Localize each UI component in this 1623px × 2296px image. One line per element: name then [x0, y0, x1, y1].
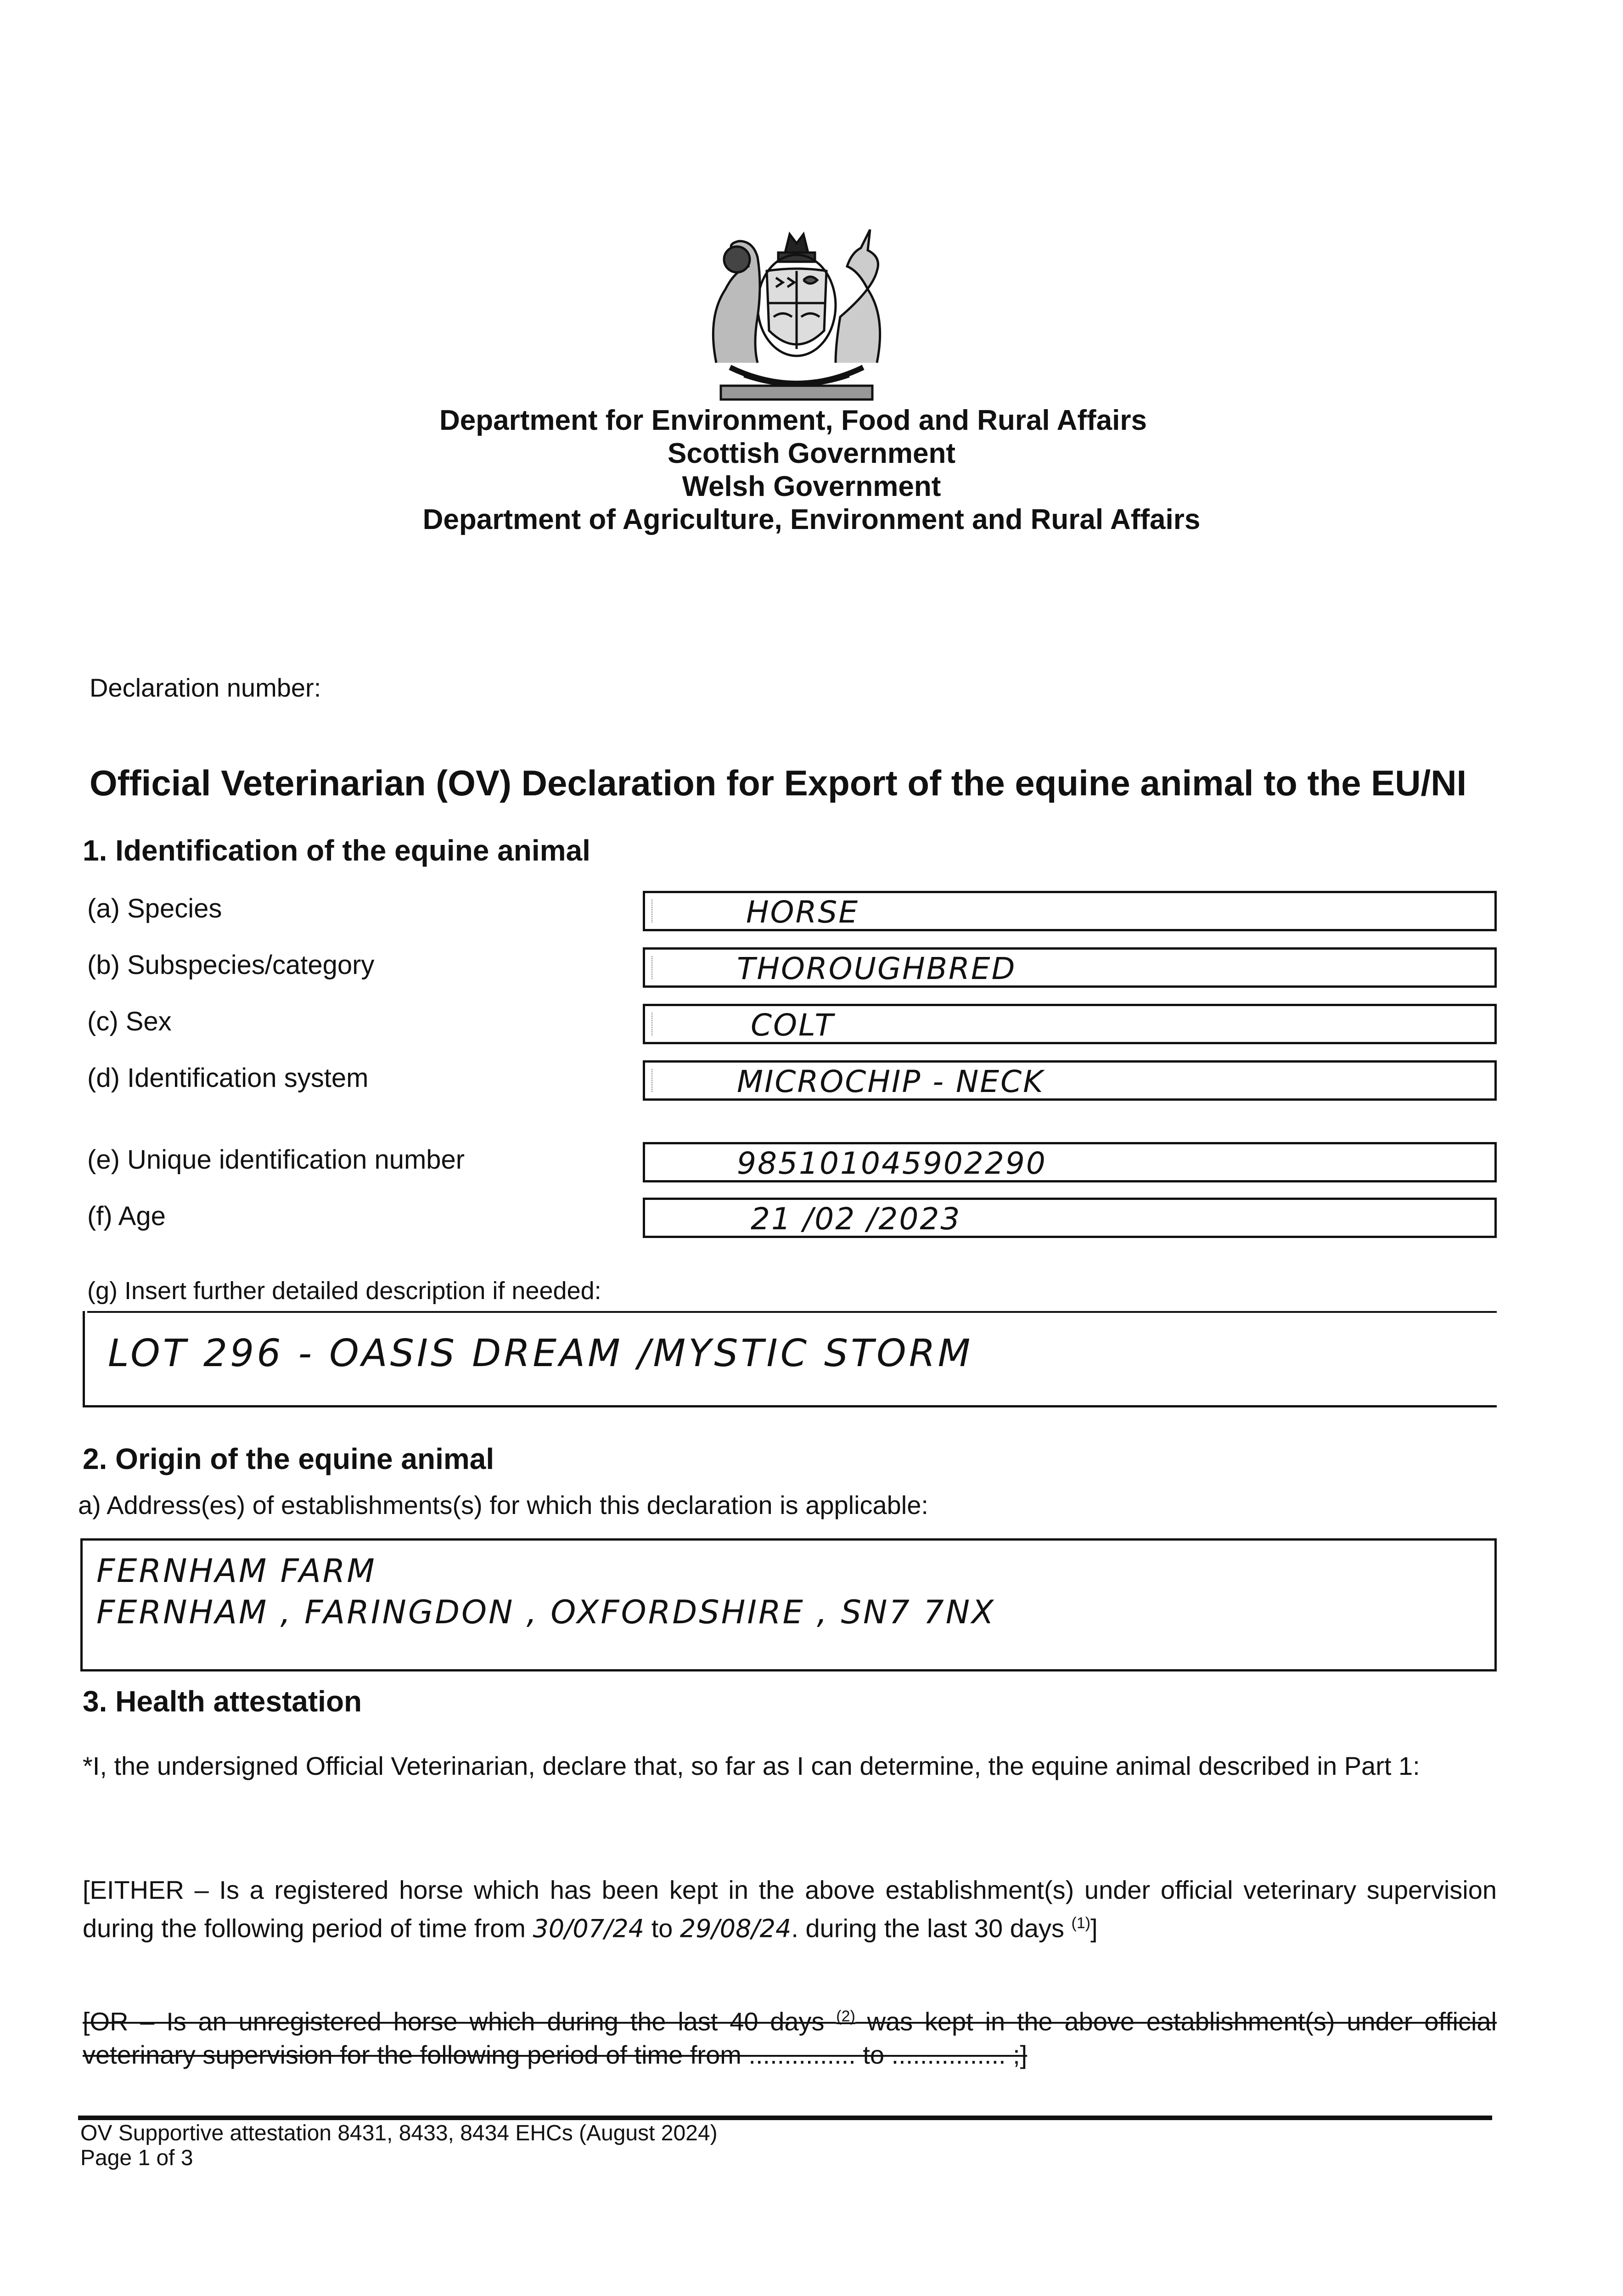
declaration-number-label: Declaration number: — [90, 673, 321, 702]
address-line: FERNHAM , FARINGDON , OXFORDSHIRE , SN7 7NX — [96, 1593, 996, 1631]
department-name: Department for Environment, Food and Rural Affairs — [439, 405, 1147, 436]
further-description-value: LOT 296 - OASIS DREAM /MYSTIC STORM — [108, 1332, 973, 1375]
section-2-heading: 2. Origin of the equine animal — [83, 1442, 494, 1475]
either-bracket: ] — [1090, 1913, 1098, 1943]
or-text-end: was kept in the above establishment(s) under official veterinary supervision for the following period of time from ............... to ................ ;] — [83, 2007, 1497, 2069]
subspecies-value: THOROUGHBRED — [737, 951, 1016, 986]
period-from-value: 30/07/24 — [533, 1914, 645, 1943]
page-number: Page 1 of 3 — [80, 2146, 193, 2170]
department-name: Scottish Government — [668, 438, 955, 469]
species-value: HORSE — [746, 895, 859, 930]
either-clause — [83, 1874, 1497, 1946]
section-1-heading: 1. Identification of the equine animal — [83, 834, 590, 867]
unique-id-label: (e) Unique identification number — [87, 1145, 465, 1175]
species-label: (a) Species — [87, 894, 222, 923]
footer-reference: OV Supportive attestation 8431, 8433, 8434 EHCs (August 2024) — [80, 2121, 718, 2145]
footnote-ref: (1) — [1071, 1914, 1091, 1932]
footer-divider — [78, 2116, 1492, 2120]
or-text: [OR – Is an unregistered horse which during the last 40 days — [83, 2007, 837, 2036]
either-text-end: . during the last 30 days — [791, 1913, 1072, 1943]
species-field[interactable] — [643, 891, 1497, 931]
age-value: 21 /02 /2023 — [751, 1201, 961, 1237]
identification-system-field[interactable] — [643, 1060, 1497, 1101]
age-label: (f) Age — [87, 1201, 166, 1231]
department-list — [0, 404, 1623, 536]
health-attestation-intro: *I, the undersigned Official Veterinarian, declare that, so far as I can determine, the equine animal described in Part 1: — [83, 1751, 1420, 1780]
address-line: FERNHAM FARM — [96, 1552, 376, 1590]
age-field[interactable] — [643, 1198, 1497, 1238]
address-label: a) Address(es) of establishments(s) for which this declaration is applicable: — [78, 1491, 928, 1519]
unique-id-field[interactable] — [643, 1142, 1497, 1182]
either-to-text: to — [644, 1913, 680, 1943]
section-3-heading: 3. Health attestation — [83, 1685, 362, 1718]
identification-system-value: MICROCHIP - NECK — [737, 1064, 1045, 1099]
sex-value: COLT — [751, 1007, 835, 1043]
further-description-label: (g) Insert further detailed description if needed: — [87, 1277, 601, 1305]
sex-field[interactable] — [643, 1004, 1497, 1044]
sex-label: (c) Sex — [87, 1007, 172, 1036]
subspecies-field[interactable] — [643, 947, 1497, 988]
footnote-ref: (2) — [836, 2008, 855, 2025]
department-name: Welsh Government — [682, 471, 941, 502]
subspecies-label: (b) Subspecies/category — [87, 950, 375, 980]
either-text: [EITHER – Is a registered horse which has been kept in the above establishment(s) under official veterinary supervision during the following period of time from — [83, 1875, 1497, 1943]
document-title: Official Veterinarian (OV) Declaration for Export of the equine animal to the EU/NI — [90, 763, 1467, 803]
identification-system-label: (d) Identification system — [87, 1063, 369, 1093]
unique-id-value: 985101045902290 — [737, 1146, 1047, 1181]
period-to-value: 29/08/24 — [680, 1914, 792, 1943]
royal-coat-of-arms-icon — [689, 225, 904, 409]
or-clause-struck — [83, 2000, 1497, 2071]
department-name: Department of Agriculture, Environment and Rural Affairs — [422, 504, 1201, 535]
